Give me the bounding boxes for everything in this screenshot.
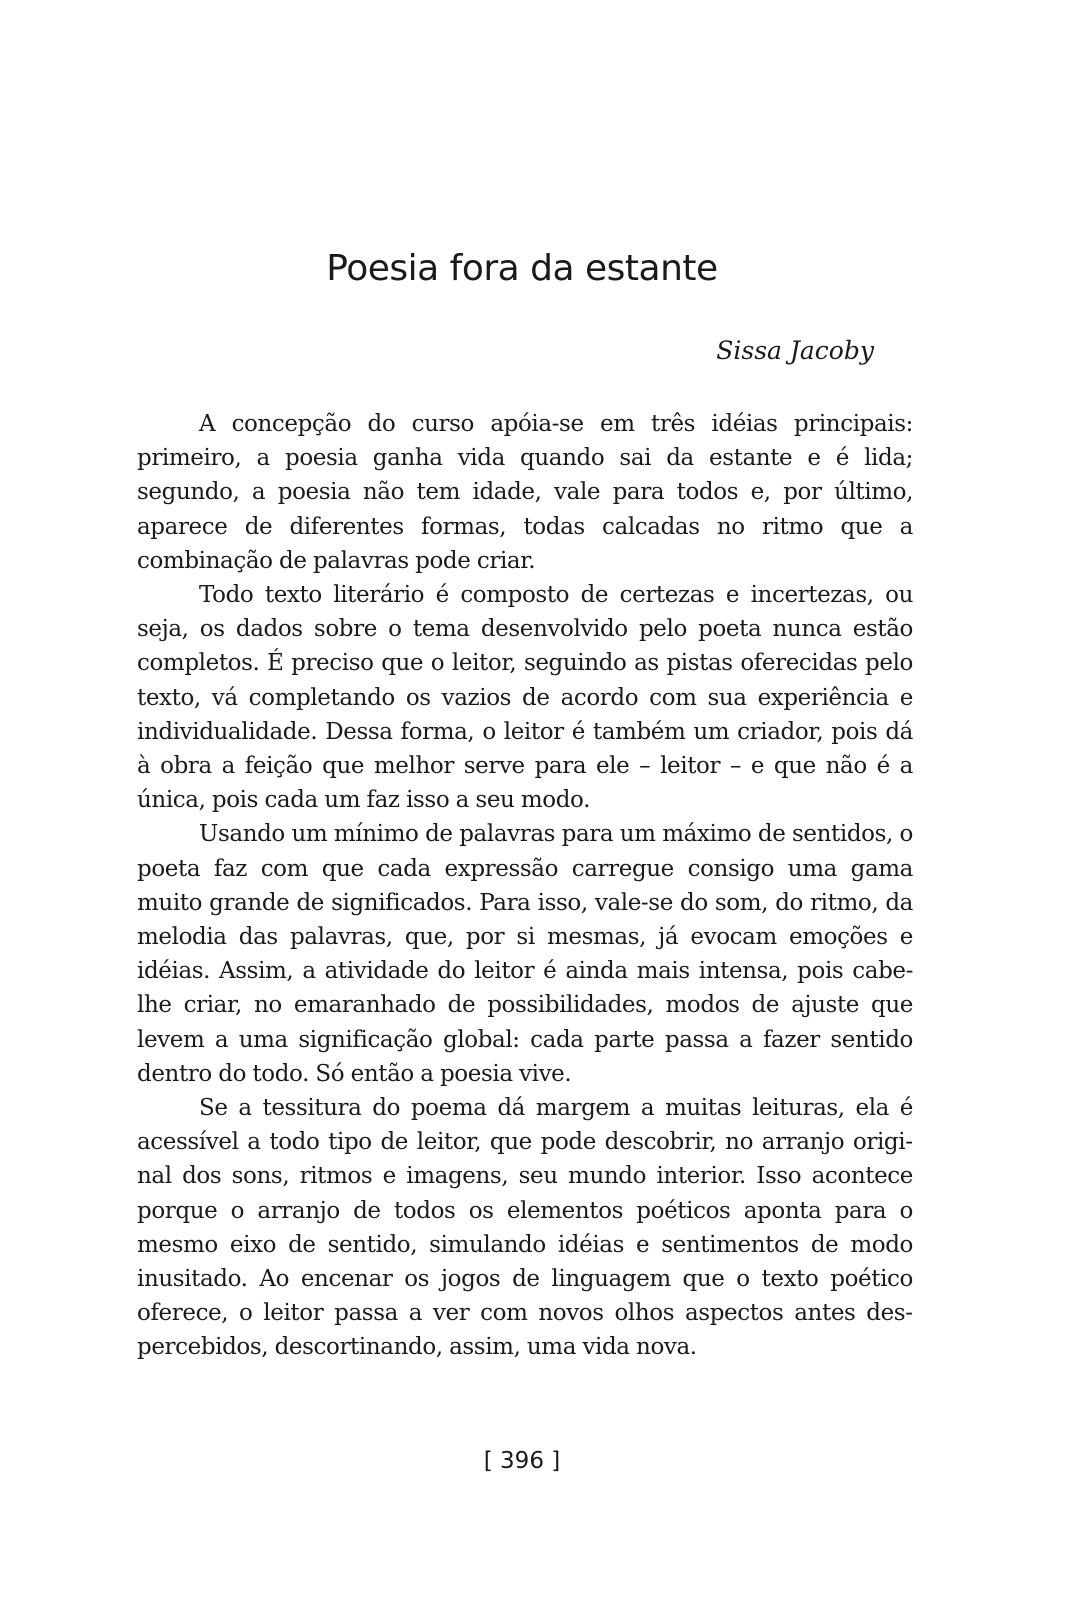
article-body [137,407,913,1365]
paragraph-1: A concepção do curso apóia-se em três idéias principais: primeiro, a poesia ganha vida quando sai da estante e é lida; segundo, a poesia não tem idade, vale para todos e, por último, aparece de diferentes formas, todas calcadas no ritmo que a combinação de palavras pode criar. [137,411,913,574]
article-title: Poesia fora da estante [326,248,718,289]
page-number: [ 396 ] [483,1448,561,1474]
paragraph-3: Usando um mínimo de palavras para um máximo de sentidos, o poeta faz com que cada expressão carregue consigo uma gama muito grande de significados. Para isso, vale-se do som, do ritmo, da melodia das palavras, que, por si mesmas, já evocam emoções e idéias. Assim, a atividade do leitor é ainda mais intensa, pois cabe-lhe criar, no emaranhado de possibilidades, modos de ajuste que levem a uma significação global: cada parte passa a fazer sentido dentro do todo. Só então a poesia vive. [137,821,913,1087]
paragraph-4: Se a tessitura do poema dá margem a muitas leituras, ela é acessível a todo tipo de leitor, que pode descobrir, no arranjo original dos sons, ritmos e imagens, seu mundo interior. Isso acontece porque o arranjo de todos os elementos poéticos aponta para o mesmo eixo de sentido, simulando idéias e sentimentos de modo inusitado. Ao encenar os jogos de linguagem que o texto poético oferece, o leitor passa a ver com novos olhos aspectos antes despercebidos, descortinando, assim, uma vida nova. [137,1095,913,1361]
paragraph-2: Todo texto literário é composto de certezas e incertezas, ou seja, os dados sobre o tema desenvolvido pelo poeta nunca estão completos. É preciso que o leitor, seguindo as pistas oferecidas pelo texto, vá completando os vazios de acordo com sua experiência e individualidade. Dessa forma, o leitor é também um criador, pois dá à obra a feição que melhor serve para ele – leitor – e que não é a única, pois cada um faz isso a seu modo. [137,582,913,814]
article-author: Sissa Jacoby [716,336,874,365]
